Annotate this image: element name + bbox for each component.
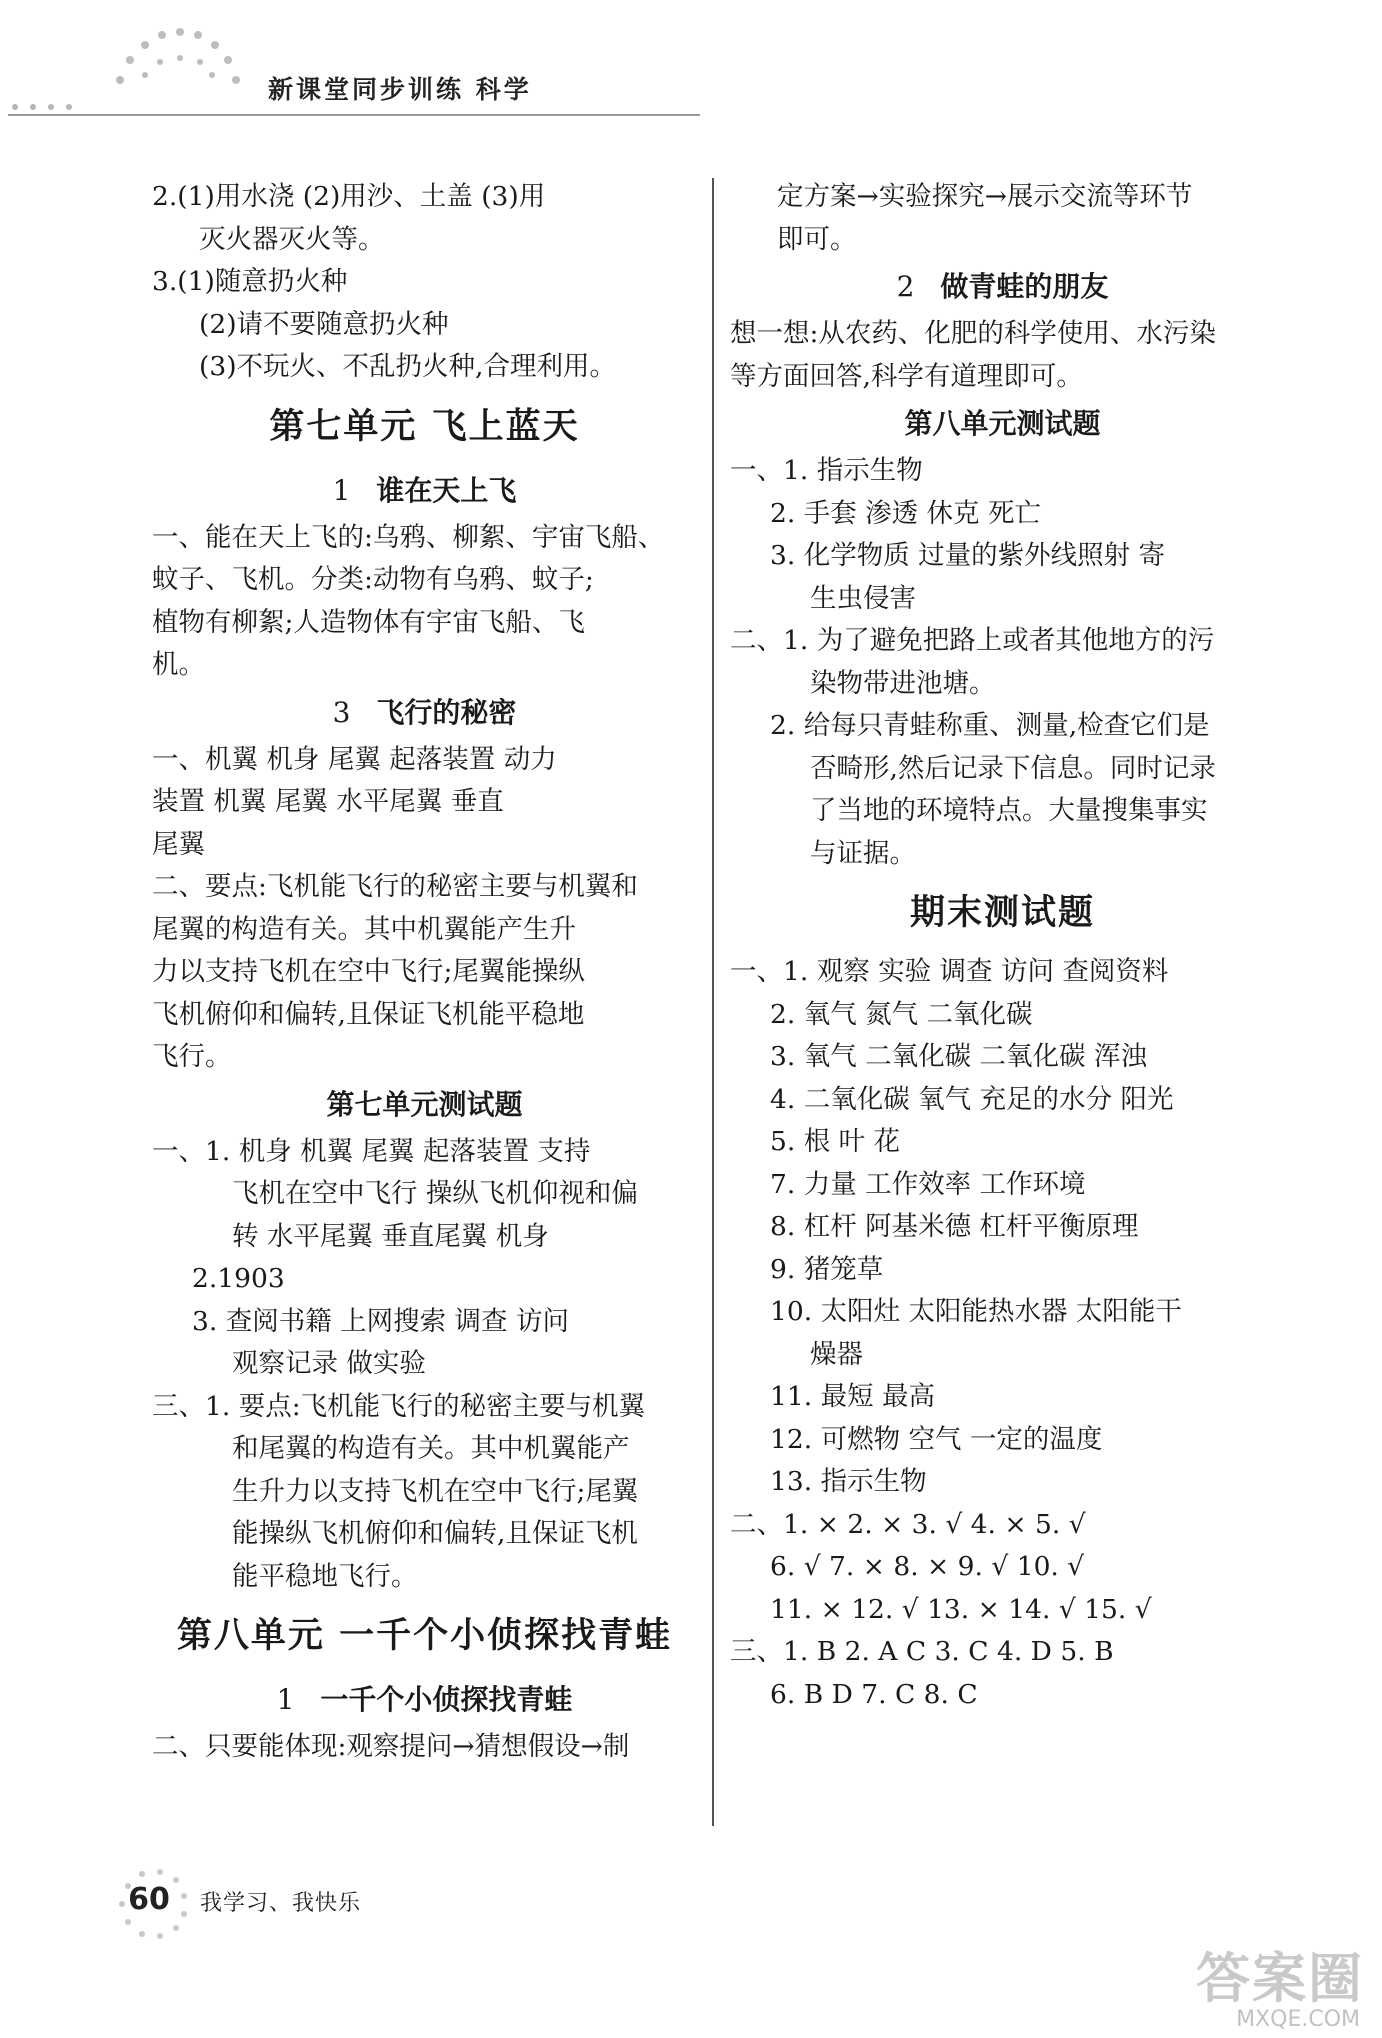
subsection-heading (152, 465, 697, 517)
answer-line: (2)请不要随意扔火种 (199, 308, 449, 340)
answer-line: 否畸形,然后记录下信息。同时记录 (810, 752, 1216, 784)
answer-line: 想一想:从农药、化肥的科学使用、水污染 (730, 318, 1216, 349)
answer-line: 生升力以支持飞机在空中飞行;尾翼 (232, 1475, 639, 1507)
answer-line: 尾翼的构造有关。其中机翼能产生升 (152, 913, 576, 945)
subsection-title: 第七单元测试题 (326, 1087, 523, 1121)
answer-line: 9. 猪笼草 (770, 1253, 884, 1285)
section-heading: 第七单元 飞上蓝天 (269, 405, 580, 447)
header-rule (8, 114, 700, 116)
answer-line: 灭火器灭火等。 (199, 223, 385, 255)
answer-line: 尾翼 (152, 828, 205, 860)
answer-line: 三、1. 要点:飞机能飞行的秘密主要与机翼 (152, 1390, 646, 1422)
answer-line: 二、只要能体现:观察提问→猜想假设→制 (152, 1731, 630, 1762)
answer-line: 装置 机翼 尾翼 水平尾翼 垂直 (152, 786, 504, 817)
answer-line: 即可。 (777, 223, 857, 255)
subsection-title: 飞行的秘密 (376, 695, 517, 729)
answer-line: 飞机在空中飞行 操纵飞机仰视和偏 (232, 1178, 638, 1209)
decorative-dots-icon (100, 20, 250, 110)
subsection-heading (152, 687, 697, 739)
answer-line: 2. 手套 渗透 休克 死亡 (770, 497, 1041, 529)
answer-line: 一、1. 观察 实验 调查 访问 查阅资料 (730, 956, 1169, 987)
subsection-number: 2 (896, 270, 915, 303)
subsection-number: 1 (276, 1683, 295, 1716)
answer-line: 4. 二氧化碳 氧气 充足的水分 阳光 (770, 1083, 1174, 1115)
header-dot (66, 104, 72, 110)
answer-line: 二、1. × 2. × 3. √ 4. × 5. √ (730, 1508, 1086, 1540)
header-dot (30, 104, 36, 110)
subsection-heading (152, 1079, 697, 1131)
answer-line: 生虫侵害 (810, 582, 916, 614)
column-divider (712, 178, 714, 1826)
page-header (0, 0, 720, 130)
subsection-number: 3 (332, 695, 351, 729)
answer-line: 转 水平尾翼 垂直尾翼 机身 (232, 1220, 549, 1252)
subsection-number: 1 (332, 473, 351, 507)
subsection-heading (730, 261, 1275, 313)
subsection-title: 做青蛙的朋友 (940, 270, 1109, 303)
subsection-title: 谁在天上飞 (376, 473, 517, 507)
answer-line: 5. 根 叶 花 (770, 1126, 901, 1157)
answer-line: 观察记录 做实验 (232, 1348, 426, 1379)
answer-line: 一、能在天上飞的:乌鸦、柳絮、宇宙飞船、 (152, 521, 665, 553)
answer-line: 一、1. 机身 机翼 尾翼 起落装置 支持 (152, 1135, 591, 1167)
subsection-title: 第八单元测试题 (904, 407, 1101, 440)
watermark-text: 答案圈 (1196, 1947, 1364, 2010)
answer-line: 13. 指示生物 (770, 1466, 927, 1497)
header-title: 新课堂同步训练 科学 (268, 75, 532, 104)
answer-line: 2.1903 (192, 1263, 285, 1294)
section-heading: 期末测试题 (909, 892, 1095, 933)
answer-line: 能平稳地飞行。 (232, 1560, 418, 1592)
answer-line: 11. 最短 最高 (770, 1381, 935, 1412)
answer-line: 与证据。 (810, 837, 916, 869)
answer-line: 12. 可燃物 空气 一定的温度 (770, 1423, 1103, 1455)
answer-line: 能操纵飞机俯仰和偏转,且保证飞机 (232, 1518, 638, 1549)
answer-line: 11. × 12. √ 13. × 14. √ 15. √ (770, 1593, 1152, 1625)
page-number: 60 (128, 1882, 170, 1917)
answer-line: 2. 给每只青蛙称重、测量,检查它们是 (770, 710, 1210, 741)
answer-line: 7. 力量 工作效率 工作环境 (770, 1168, 1086, 1200)
section-heading: 第八单元 一千个小侦探找青蛙 (176, 1615, 673, 1656)
subsection-heading (152, 1674, 697, 1726)
answer-line: 定方案→实验探究→展示交流等环节 (777, 181, 1193, 212)
answer-line: 力以支持飞机在空中飞行;尾翼能操纵 (152, 956, 585, 987)
answer-line: 10. 太阳灶 太阳能热水器 太阳能干 (770, 1296, 1182, 1327)
answer-line: 和尾翼的构造有关。其中机翼能产 (232, 1433, 630, 1464)
subsection-title: 一千个小侦探找青蛙 (320, 1683, 573, 1716)
answer-line: 3. 氧气 二氧化碳 二氧化碳 浑浊 (770, 1041, 1147, 1072)
answer-line: 一、1. 指示生物 (730, 455, 923, 486)
answer-line: 三、1. B 2. A C 3. C 4. D 5. B (730, 1636, 1114, 1667)
answer-line: 一、机翼 机身 尾翼 起落装置 动力 (152, 743, 557, 775)
answer-line: 6. √ 7. × 8. × 9. √ 10. √ (770, 1551, 1085, 1582)
answer-line: 机。 (152, 649, 205, 680)
right-column (730, 176, 1275, 1716)
answer-line: 二、要点:飞机能飞行的秘密主要与机翼和 (152, 871, 638, 902)
subsection-heading (730, 398, 1275, 450)
answer-line: 燥器 (810, 1338, 863, 1370)
answer-line: 飞机俯仰和偏转,且保证飞机能平稳地 (152, 998, 585, 1030)
answer-line: 3. 化学物质 过量的紫外线照射 寄 (770, 540, 1166, 571)
answer-line: 6. B D 7. C 8. C (770, 1678, 978, 1710)
answer-line: (3)不玩火、不乱扔火种,合理利用。 (199, 351, 616, 382)
answer-line: 飞行。 (152, 1041, 232, 1072)
header-dot (48, 104, 54, 110)
answer-line: 染物带进池塘。 (810, 667, 996, 699)
answer-line: 2.(1)用水浇 (2)用沙、土盖 (3)用 (152, 181, 546, 212)
left-column (152, 176, 697, 1769)
answer-line: 了当地的环境特点。大量搜集事实 (810, 795, 1208, 826)
footer-slogan: 我学习、我快乐 (200, 1891, 362, 1916)
header-dot (12, 104, 18, 110)
answer-line: 8. 杠杆 阿基米德 杠杆平衡原理 (770, 1211, 1139, 1242)
answer-line: 3.(1)随意扔火种 (152, 266, 348, 297)
answer-line: 植物有柳絮;人造物体有宇宙飞船、飞 (152, 606, 585, 638)
page-footer (112, 1864, 412, 1944)
answer-line: 二、1. 为了避免把路上或者其他地方的污 (730, 625, 1215, 656)
watermark-url: MXQE.COM (1236, 2007, 1360, 2032)
answer-line: 蚊子、飞机。分类:动物有乌鸦、蚊子; (152, 564, 594, 595)
answer-line: 等方面回答,科学有道理即可。 (730, 360, 1083, 392)
answer-line: 3. 查阅书籍 上网搜索 调查 访问 (192, 1305, 569, 1337)
watermark-logo (1134, 1936, 1364, 2032)
answer-line: 2. 氧气 氮气 二氧化碳 (770, 998, 1033, 1030)
